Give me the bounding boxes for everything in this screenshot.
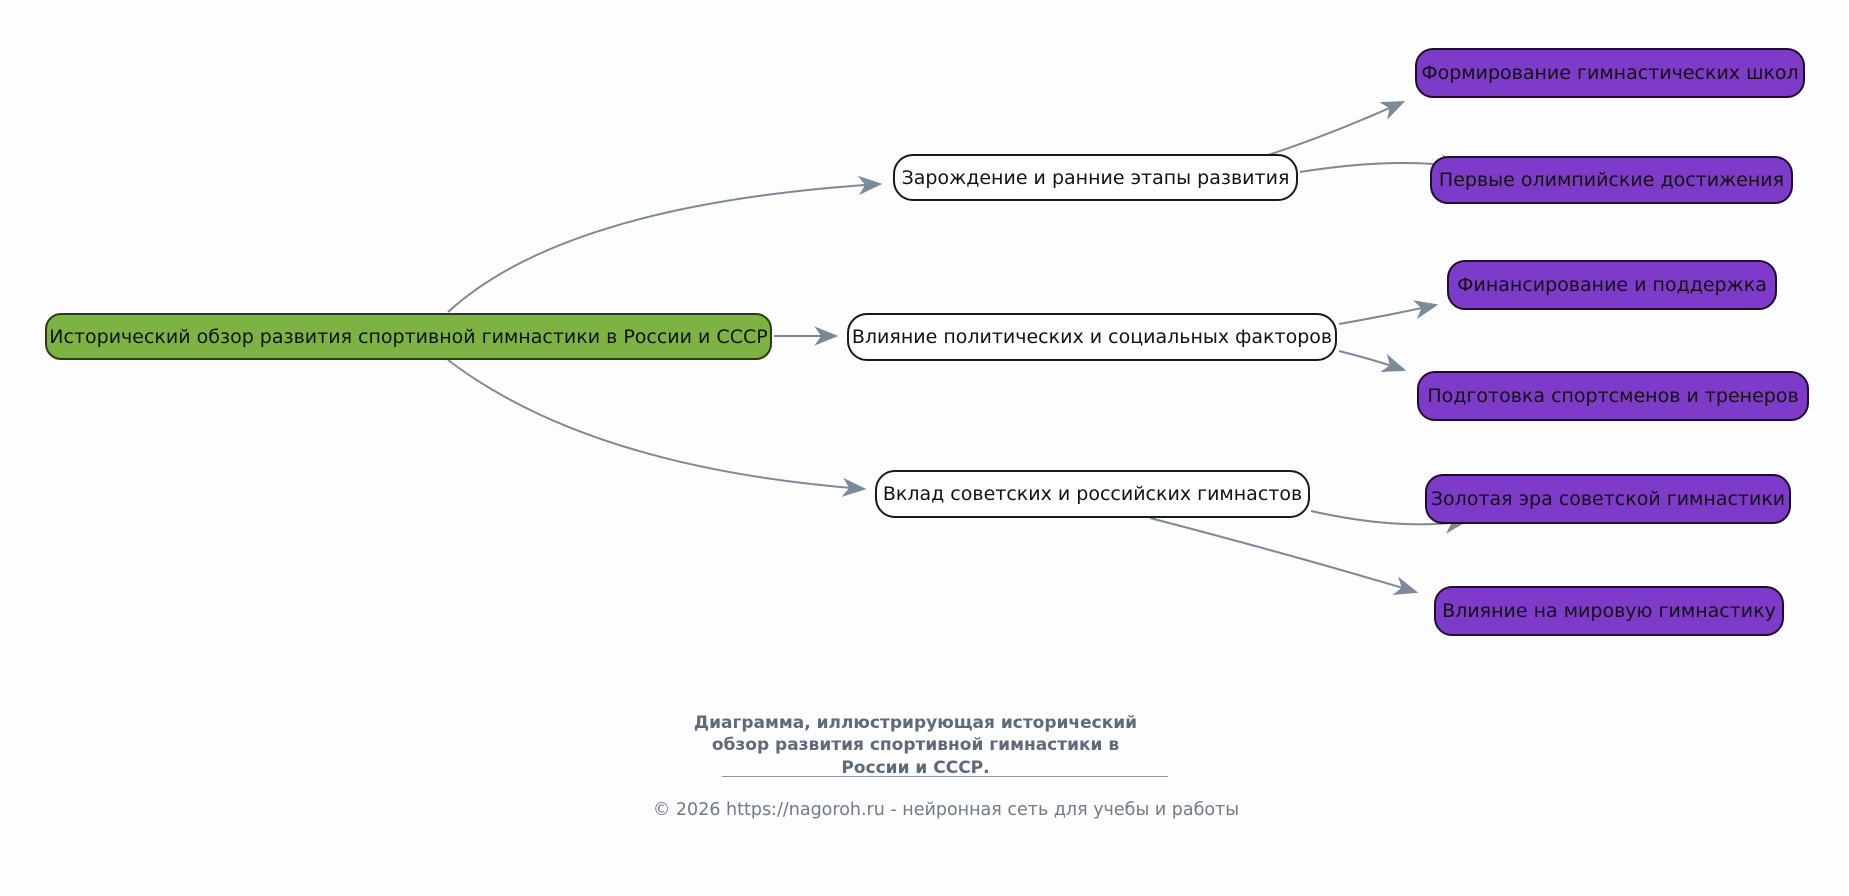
leaf-node-label: Первые олимпийские достижения (1438, 169, 1785, 191)
edge-branch3-to-leaf-world (1150, 518, 1416, 592)
edge-branch1-to-leaf-schools (1262, 102, 1403, 157)
root-node (45, 313, 772, 360)
leaf-node-label: Золотая эра советской гимнастики (1430, 488, 1786, 510)
leaf-node-label: Формирование гимнастических школ (1421, 62, 1799, 84)
leaf-node-label: Финансирование и поддержка (1457, 274, 1767, 296)
branch-node-label: Влияние политических и социальных факторов (851, 326, 1333, 348)
leaf-node-schools (1415, 48, 1805, 98)
leaf-node-golden-era (1425, 474, 1791, 524)
leaf-node-world-influence (1434, 586, 1784, 636)
branch-node-label: Зарождение и ранние этапы развития (901, 166, 1290, 189)
caption-divider (722, 776, 1168, 777)
leaf-node-funding (1447, 260, 1777, 310)
edge-branch2-to-leaf-funding (1339, 305, 1436, 324)
branch-node-political-factors (847, 313, 1337, 361)
leaf-node-label: Подготовка спортсменов и тренеров (1427, 385, 1799, 407)
branch-node-origins (893, 154, 1298, 201)
edge-root-to-branch-1 (448, 184, 880, 312)
leaf-node-label: Влияние на мировую гимнастику (1442, 600, 1776, 622)
edge-branch2-to-leaf-training (1339, 351, 1404, 370)
branch-node-label: Вклад советских и российских гимнастов (882, 483, 1303, 505)
branch-node-gymnasts-contribution (875, 470, 1310, 518)
root-node-label: Исторический обзор развития спортивной гимнастики в России и СССР (49, 325, 768, 348)
diagram-caption: Диаграмма, иллюстрирующая исторический обзор развития спортивной гимнастики в России и СССР. (693, 713, 1138, 778)
edge-root-to-branch-3 (448, 360, 864, 489)
leaf-node-olympic-achievements (1430, 156, 1793, 204)
leaf-node-training (1417, 371, 1809, 421)
copyright-line: © 2026 https://nagoroh.ru - нейронная сеть для учебы и работы (652, 800, 1240, 820)
